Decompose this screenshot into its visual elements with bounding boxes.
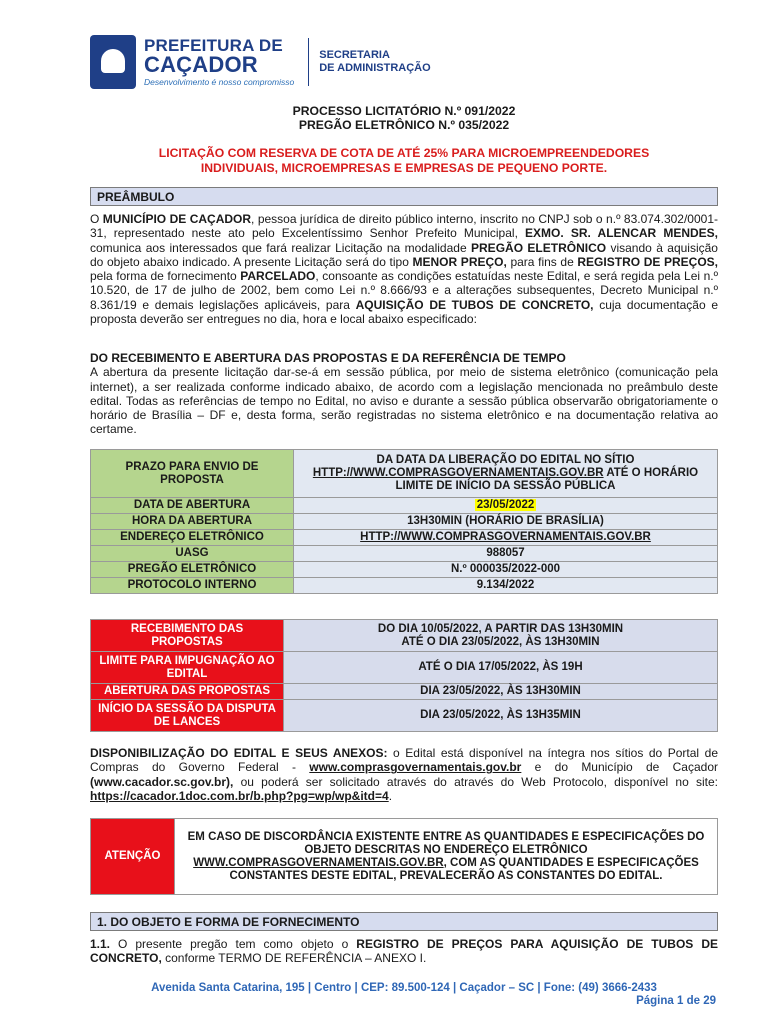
text-span: para fins de — [506, 254, 578, 269]
text-span: ou poderá ser solicitado através do através do Web Protocolo, disponível no site: — [233, 774, 718, 789]
text-span: pela forma de fornecimento — [90, 269, 241, 284]
text-span: visando à aquisição do objeto abaixo indicado. A presente Licitação será do tipo — [90, 240, 718, 269]
disponibilizacao-lead: DISPONIBILIZAÇÃO DO EDITAL E SEUS ANEXOS: — [90, 746, 388, 760]
row-label: HORA DA ABERTURA — [91, 514, 294, 530]
brand-block — [144, 37, 294, 87]
text-span: o Edital está disponível na íntegra nos sítios do Portal de Compras do Governo Federal - — [90, 746, 718, 775]
value-line: ATÉ O DIA 23/05/2022, ÀS 13H30MIN — [401, 635, 600, 648]
row-value: DIA 23/05/2022, ÀS 13H35MIN — [284, 700, 718, 732]
process-line1: PROCESSO LICITATÓRIO N.º 091/2022 — [292, 104, 516, 118]
page-number: Página 1 de 29 — [636, 995, 716, 1007]
comprasgov-link[interactable]: www.comprasgovernamentais.gov.br — [309, 760, 522, 775]
value-line: DO DIA 10/05/2022, A PARTIR DAS 13H30MIN — [377, 622, 624, 635]
atencao-label: ATENÇÃO — [91, 819, 175, 895]
recebimento-section — [90, 351, 718, 437]
recebimento-heading: DO RECEBIMENTO E ABERTURA DAS PROPOSTAS E DA REFERÊNCIA DE TEMPO — [90, 351, 566, 365]
row-label: DATA DE ABERTURA — [91, 498, 294, 514]
table-row — [91, 530, 718, 546]
preambulo-heading: PREÂMBULO — [90, 187, 718, 206]
object-text: REGISTRO DE PREÇOS PARA AQUISIÇÃO DE TUBOS DE CONCRETO, — [90, 937, 718, 966]
row-value — [294, 530, 718, 546]
row-value: 9.134/2022 — [294, 578, 718, 594]
text-span: O — [90, 212, 103, 226]
row-label: INÍCIO DA SESSÃO DA DISPUTA DE LANCES — [91, 700, 284, 732]
opening-date: 23/05/2022 — [476, 499, 535, 511]
brand-line1: PREFEITURA DE — [144, 36, 283, 55]
text-span: . — [388, 788, 393, 803]
brand-slogan: Desenvolvimento é nosso compromisso — [144, 77, 295, 87]
row-value — [294, 498, 718, 514]
text-span: cuja documentação e proposta deverão ser entregues no dia, hora e local abaixo especificado: — [90, 297, 718, 327]
table-row — [91, 652, 718, 684]
disponibilizacao-paragraph — [90, 746, 718, 803]
municipio-name: MUNICÍPIO DE CAÇADOR — [102, 212, 252, 226]
row-value: N.º 000035/2022-000 — [294, 562, 718, 578]
table-row — [91, 546, 718, 562]
text-span: , pessoa jurídica de direito público interno, inscrito no CNPJ sob o n.º 83.074.302/0001-31, representado neste ato pelo Excelentíssimo Senhor Prefeito Municipal, — [90, 212, 718, 241]
text-span: conforme TERMO DE REFERÊNCIA – ANEXO I. — [161, 951, 427, 966]
preambulo-paragraph — [90, 212, 718, 326]
row-label: PROTOCOLO INTERNO — [91, 578, 294, 594]
letterhead — [90, 32, 431, 92]
cacador-site[interactable]: (www.cacador.sc.gov.br), — [90, 774, 234, 789]
text-span: e do Município de Caçador — [521, 760, 718, 775]
section1-heading: 1. DO OBJETO E FORMA DE FORNECIMENTO — [90, 912, 718, 931]
row-label: RECEBIMENTO DAS PROPOSTAS — [91, 620, 284, 652]
row-label: ENDEREÇO ELETRÔNICO — [91, 530, 294, 546]
secretaria-line1: SECRETARIA — [319, 49, 390, 61]
secretaria-block — [319, 49, 430, 75]
row-value — [294, 450, 718, 498]
deadline-table — [90, 619, 718, 732]
process-line2: PREGÃO ELETRÔNICO N.º 035/2022 — [298, 118, 510, 132]
table-row — [91, 562, 718, 578]
process-title — [90, 104, 718, 132]
row-value: 988057 — [294, 546, 718, 562]
section1-paragraph — [90, 937, 718, 966]
table-row — [91, 578, 718, 594]
web-protocolo-link[interactable]: https://cacador.1doc.com.br/b.php?pg=wp/wp&itd=4 — [90, 788, 389, 803]
row-label: PREGÃO ELETRÔNICO — [91, 562, 294, 578]
reserve-notice-title: LICITAÇÃO COM RESERVA DE COTA DE ATÉ 25% PARA MICROEMPREENDEDORES INDIVIDUAIS, MICROEMPRESAS E EMPRESAS DE PEQUENO PORTE. — [158, 146, 650, 175]
table-row — [91, 514, 718, 530]
comprasgov-link[interactable]: WWW.COMPRASGOVERNAMENTAIS.GOV.BR — [193, 856, 444, 869]
row-value: ATÉ O DIA 17/05/2022, ÀS 19H — [284, 652, 718, 684]
brand-line2: CAÇADOR — [144, 52, 258, 77]
text-span: , consoante as condições estatuídas neste Edital, e será regida pela Lei n.º 10.520, de 17 de julho de 2002, bem como Lei n.º 8.666/93 e a alterações subsequentes, Decreto Municipal n.º 8.361/19 e demais legislações aplicáveis, para — [90, 269, 718, 312]
object: AQUISIÇÃO DE TUBOS DE CONCRETO, — [355, 297, 594, 312]
supply-form: PARCELADO — [240, 269, 316, 284]
table-row — [91, 684, 718, 700]
secretaria-line2: DE ADMINISTRAÇÃO — [319, 62, 431, 74]
table-row — [91, 819, 718, 895]
recebimento-text: A abertura da presente licitação dar-se-á em sessão pública, por meio de sistema eletrônico (comunicação pela internet), a ser realizada conforme indicado abaixo, de acordo com a legislação mencionada no preâmbulo deste edital. Todas as referências de tempo no Edital, no aviso e durante a sessão pública observarão obrigatoriamente o horário de Brasília – DF e, desta forma, serão registradas no sistema eletrônico e na documentação relativa ao certame. — [90, 365, 718, 437]
row-value: DIA 23/05/2022, ÀS 13H30MIN — [284, 684, 718, 700]
table-row — [91, 498, 718, 514]
table-row — [91, 620, 718, 652]
clause-number: 1.1. — [90, 937, 111, 951]
text-span: O presente pregão tem como objeto o — [110, 937, 357, 951]
atencao-table — [90, 818, 718, 895]
row-value — [284, 620, 718, 652]
purpose: REGISTRO DE PREÇOS, — [577, 254, 719, 269]
atencao-text — [175, 819, 718, 895]
electronic-address-link[interactable]: HTTP://WWW.COMPRASGOVERNAMENTAIS.GOV.BR — [360, 531, 651, 543]
comprasnet-link[interactable]: HTTP://WWW.COMPRASGOVERNAMENTAIS.GOV.BR — [312, 467, 604, 479]
text-span: comunica aos interessados que fará realizar Licitação na modalidade — [90, 240, 472, 255]
row-label: PRAZO PARA ENVIO DE PROPOSTA — [91, 450, 294, 498]
modality: PREGÃO ELETRÔNICO — [471, 240, 607, 255]
table-row — [91, 700, 718, 732]
text-span: EM CASO DE DISCORDÂNCIA EXISTENTE ENTRE AS QUANTIDADES E ESPECIFICAÇÕES DO OBJETO DESCRITAS NO ENDEREÇO ELETRÔNICO — [187, 830, 705, 856]
mayor-name: EXMO. SR. ALENCAR MENDES, — [525, 226, 718, 241]
row-label: UASG — [91, 546, 294, 562]
row-label: ABERTURA DAS PROPOSTAS — [91, 684, 284, 700]
row-label: LIMITE PARA IMPUGNAÇÃO AO EDITAL — [91, 652, 284, 684]
text-span: , COM AS QUANTIDADES E ESPECIFICAÇÕES CONSTANTES DESTE EDITAL, PREVALECERÃO AS CONSTANTES DO EDITAL. — [229, 856, 699, 882]
type: MENOR PREÇO, — [412, 254, 507, 269]
schedule-table — [90, 449, 718, 594]
footer-address: Avenida Santa Catarina, 195 | Centro | CEP: 89.500-124 | Caçador – SC | Fone: (49) 3666-2433 — [151, 982, 657, 994]
header-divider — [308, 38, 309, 86]
value-text: DA DATA DA LIBERAÇÃO DO EDITAL NO SÍTIO — [376, 454, 635, 466]
row-value: 13H30MIN (HORÁRIO DE BRASÍLIA) — [294, 514, 718, 530]
value-text: ATÉ O HORÁRIO LIMITE DE INÍCIO DA SESSÃO PÚBLICA — [395, 467, 699, 492]
city-seal-logo — [90, 35, 136, 89]
table-row — [91, 450, 718, 498]
